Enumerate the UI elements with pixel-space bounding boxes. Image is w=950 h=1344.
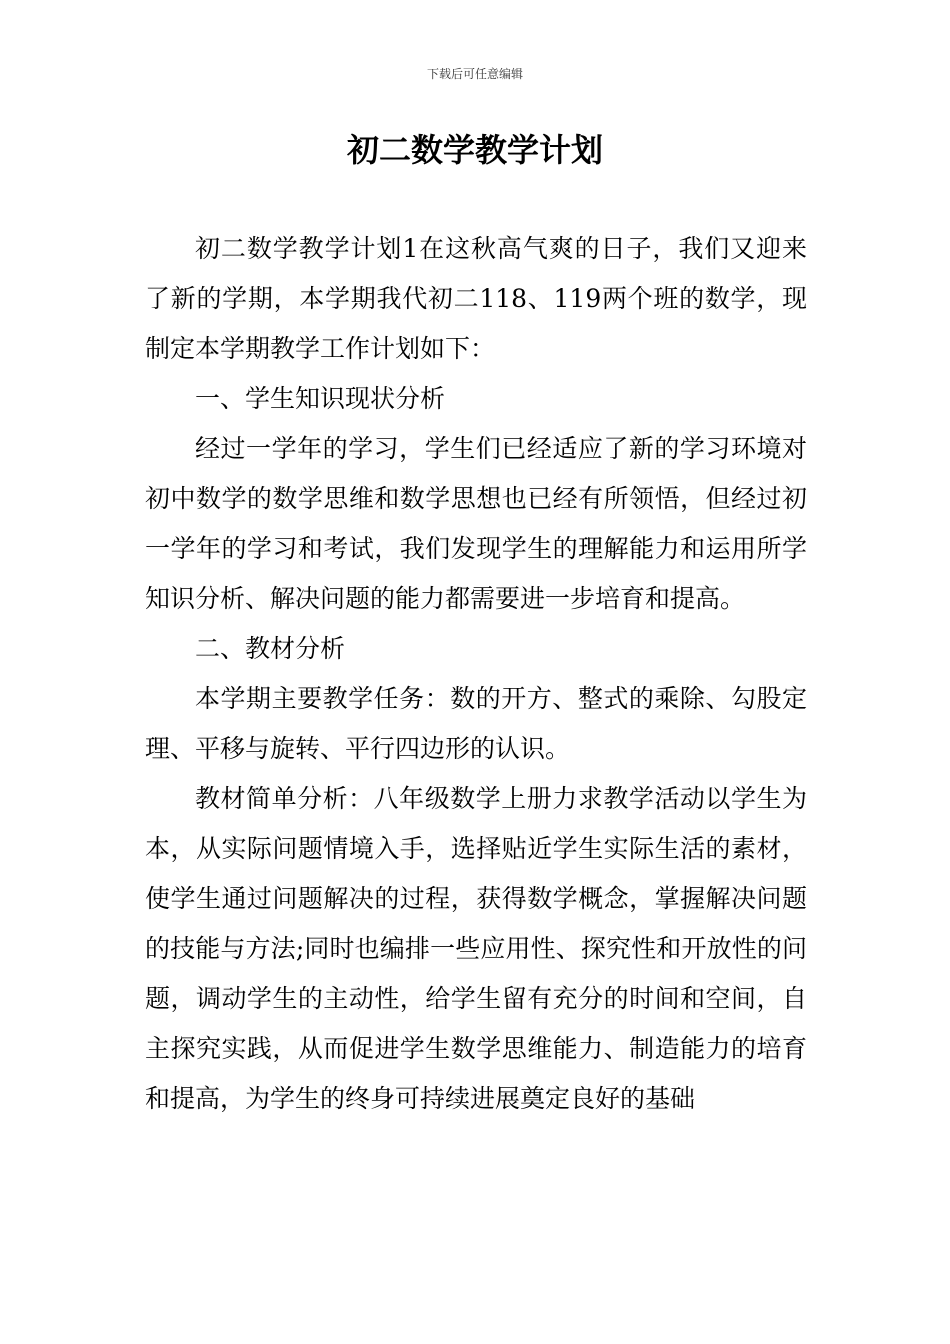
header-note: 下载后可任意编辑 [426,67,523,81]
paragraph-main-tasks: 本学期主要教学任务：数的开方、整式的乘除、勾股定理、平移与旋转、平行四边形的认识。 [145,684,807,763]
document-title: 初二数学教学计划 [346,131,603,169]
paragraph-textbook-analysis: 教材简单分析：八年级数学上册力求教学活动以学生为本，从实际问题情境入手，选择贴近学生实际生活的素材，使学生通过问题解决的过程，获得数学概念，掌握解决问题的技能与方法;同时也编排一些应用性、探究性和开放性的问题，调动学生的主动性，给学生留有充分的时间和空间，自主探究实践，从而促进学生数学思维能力、制造能力的培育和提高，为学生的终身可持续进展奠定良好的基础 [145,784,807,1113]
document-body [145,224,807,1124]
section-heading-student-analysis: 一、学生知识现状分析 [195,384,446,413]
paragraph-student-analysis: 经过一学年的学习，学生们已经适应了新的学习环境对初中数学的数学思维和数学思想也已经有所领悟，但经过初一学年的学习和考试，我们发现学生的理解能力和运用所学知识分析、解决问题的能力都需要进一步培育和提高。 [145,434,807,613]
paragraph-intro: 初二数学教学计划1在这秋高气爽的日子，我们又迎来了新的学期，本学期我代初二118、119两个班的数学，现制定本学期教学工作计划如下： [145,234,807,363]
section-heading-textbook-analysis: 二、教材分析 [195,634,346,663]
